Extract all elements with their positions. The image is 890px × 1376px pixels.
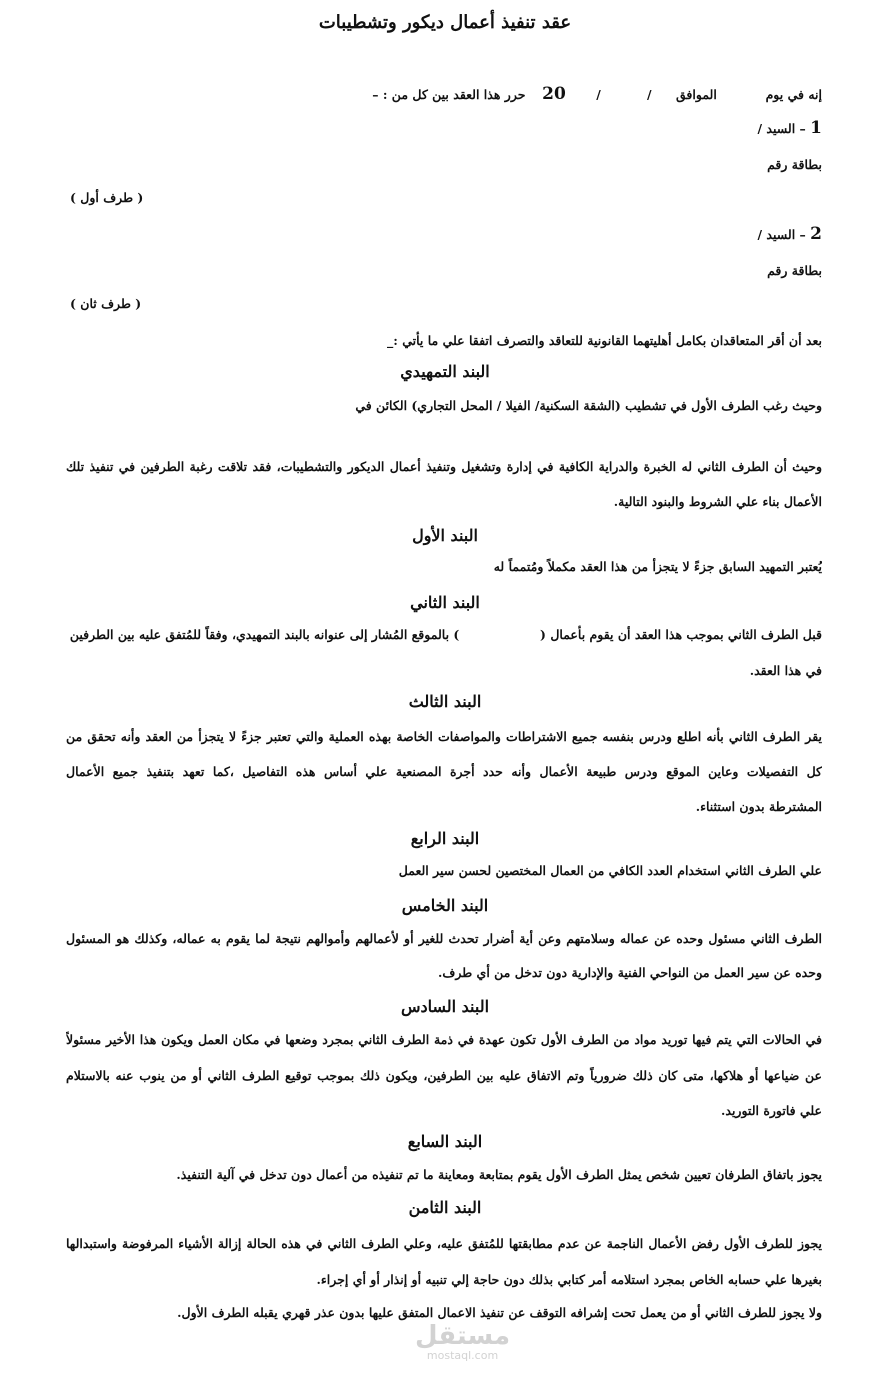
day-label: إنه في يوم xyxy=(765,87,822,102)
clause3-heading: البند الثالث xyxy=(408,692,482,711)
clause2-line-2: في هذا العقد. xyxy=(749,663,822,678)
party2-name-label: – السيد / xyxy=(757,227,806,242)
party2-tag: ( طرف ثان ) xyxy=(70,296,142,311)
preamble-heading: البند التمهيدي xyxy=(400,362,490,381)
clause3-line-3: المشترطة بدون استثناء. xyxy=(695,799,822,814)
intro-line xyxy=(66,84,822,105)
document-title: عقد تنفيذ أعمال ديكور وتشطيبات xyxy=(318,12,572,33)
clause6-line-1: في الحالات التي يتم فيها توريد مواد من الطرف الأول تكون عهدة في ذمة الطرف الثاني بمجرد وضعها في مكان العمل ويكون هذا الأخير مسئولاً xyxy=(66,1032,822,1047)
clause4-heading: البند الرابع xyxy=(410,829,480,848)
clause2-line-1a: قبل الطرف الثاني بموجب هذا العقد أن يقوم بأعمال ( xyxy=(540,627,822,642)
clause7-heading: البند السابع xyxy=(407,1132,483,1151)
agreement-line: بعد أن أقر المتعاقدان بكامل أهليتهما القانونية للتعاقد والتصرف اتفقا علي ما يأتي :_ xyxy=(386,333,822,348)
approx-label: الموافق xyxy=(676,87,717,102)
party1-tag: ( طرف أول ) xyxy=(70,190,144,205)
watermark-logo-text: مستقل xyxy=(415,1321,511,1351)
preamble-line-1: وحيث رغب الطرف الأول في تشطيب (الشقة السكنية/ الفيلا / المحل التجاري) الكائن في xyxy=(355,398,822,413)
clause5-heading: البند الخامس xyxy=(401,896,489,915)
clause6-heading: البند السادس xyxy=(400,997,490,1016)
party1-name-label: – السيد / xyxy=(757,121,806,136)
between-label: حرر هذا العقد بين كل من : – xyxy=(372,87,526,102)
clause2-heading: البند الثاني xyxy=(410,593,480,612)
clause7-line-1: يجوز باتفاق الطرفان تعيين شخص يمثل الطرف الأول يقوم بمتابعة ومعاينة ما تم تنفيذه من أعمال دون تدخل في آلية التنفيذ. xyxy=(176,1167,822,1182)
date-slash-2: / xyxy=(596,87,601,102)
party2-name-line xyxy=(66,224,822,245)
date-year: 20 xyxy=(542,84,566,104)
clause3-line-2: كل التفصيلات وعاين الموقع ودرس طبيعة الأعمال وأنه حدد أجرة المصنعية علي أساس هذه التفاصيل ،كما تعهد بتنفيذ جميع الأعمال xyxy=(66,764,822,779)
clause5-line-1: الطرف الثاني مسئول وحده عن عماله وسلامتهم وعن أية أضرار تحدث للغير أو لأعمالهم وأموالهم نتيجة لما يقوم به عماله، وكذلك هو المسئول xyxy=(66,931,822,946)
mostaql-watermark xyxy=(415,1322,510,1362)
preamble-line-2: وحيث أن الطرف الثاني له الخبرة والدراية الكافية في إدارة وتشغيل وتنفيذ أعمال الديكور والتشطيبات، فقد تلاقت رغبة الطرفين في تنفيذ تلك xyxy=(66,459,822,474)
clause3-line-1: يقر الطرف الثاني بأنه اطلع ودرس بنفسه جميع الاشتراطات والمواصفات الخاصة بهذه العملية والتي تعتبر جزءً لا يتجزأ من العقد وأنه تحقق من xyxy=(66,729,822,744)
party1-number: 1 xyxy=(810,118,822,138)
clause8-line-1: يجوز للطرف الأول رفض الأعمال الناجمة عن عدم مطابقتها للمُتفق عليه، وعلي الطرف الثاني في هذه الحالة إزالة الأشياء المرفوضة واستبدالها xyxy=(66,1236,822,1251)
clause8-heading: البند الثامن xyxy=(408,1198,482,1217)
clause8-line-2: بغيرها علي حسابه الخاص بمجرد استلامه أمر كتابي بذلك دون حاجة إلي تنبيه أو إنذار أو أي إجراء. xyxy=(316,1272,822,1287)
clause6-line-2: عن ضياعها أو هلاكها، متى كان ذلك ضرورياً وتم الاتفاق عليه بين الطرفين، ويكون ذلك بموجب توقيع الطرف الثاني أو من ينوب عنه بالاستلام xyxy=(66,1068,822,1083)
watermark-site: mostaql.com xyxy=(426,1349,499,1362)
clause2-line-1b: ) بالموقع المُشار إلى عنوانه بالبند التمهيدي، وفقاً للمُتفق عليه بين الطرفين xyxy=(69,627,460,642)
date-slash-1: / xyxy=(646,87,652,102)
party1-card-line: بطاقة رقم xyxy=(767,157,822,172)
party2-card-line: بطاقة رقم xyxy=(767,263,822,278)
clause5-line-2: وحده عن سير العمل من النواحي الفنية والإدارية دون تدخل من أي طرف. xyxy=(438,965,822,980)
preamble-line-3: الأعمال بناء علي الشروط والبنود التالية. xyxy=(613,494,822,509)
clause4-line-1: علي الطرف الثاني استخدام العدد الكافي من العمال المختصين لحسن سير العمل xyxy=(398,863,822,878)
clause8-line-3: ولا يجوز للطرف الثاني أو من يعمل تحت إشرافه التوقف عن تنفيذ الاعمال المتفق عليها بدون عذر قهري يقبله الطرف الأول. xyxy=(177,1305,822,1320)
clause2-line-1 xyxy=(66,625,822,645)
clause6-line-3: علي فاتورة التوريد. xyxy=(721,1103,822,1118)
clause1-line-1: يُعتبر التمهيد السابق جزءً لا يتجزأ من هذا العقد مكملاً ومُتمماً له xyxy=(493,559,822,574)
party1-name-line xyxy=(66,118,822,139)
clause1-heading: البند الأول xyxy=(412,526,478,545)
party2-number: 2 xyxy=(810,224,822,244)
